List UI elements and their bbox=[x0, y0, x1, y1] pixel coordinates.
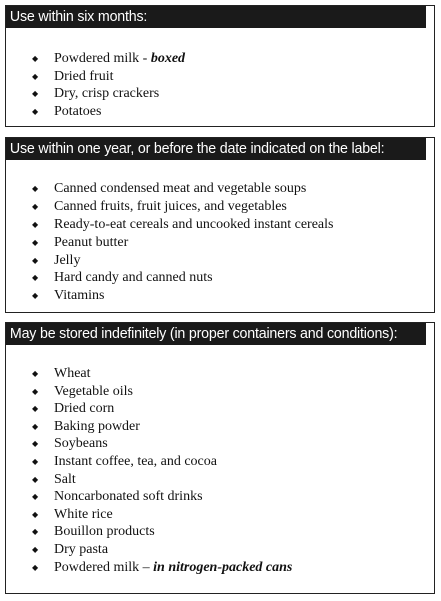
diamond-bullet-icon: ◆ bbox=[32, 237, 39, 247]
list-item bbox=[6, 85, 434, 103]
section-six-months bbox=[5, 5, 435, 127]
list-item bbox=[6, 287, 434, 305]
diamond-bullet-icon: ◆ bbox=[32, 456, 39, 466]
item-text: Bouillon products bbox=[54, 524, 155, 540]
diamond-bullet-icon: ◆ bbox=[32, 89, 39, 99]
item-text: White rice bbox=[54, 506, 113, 522]
section-one-year bbox=[5, 137, 435, 313]
diamond-bullet-icon: ◆ bbox=[32, 273, 39, 283]
item-text: Powdered milk - bbox=[54, 51, 151, 66]
item-text: Dried corn bbox=[54, 401, 115, 417]
item-text: Ready-to-eat cereals and uncooked instant cereals bbox=[54, 216, 334, 232]
diamond-bullet-icon: ◆ bbox=[32, 492, 39, 502]
diamond-bullet-icon: ◆ bbox=[32, 54, 39, 63]
list-item bbox=[6, 506, 434, 524]
diamond-bullet-icon: ◆ bbox=[32, 527, 39, 537]
list-item bbox=[6, 559, 434, 577]
item-text: Baking powder bbox=[54, 418, 140, 434]
diamond-bullet-icon: ◆ bbox=[32, 439, 39, 449]
diamond-bullet-icon: ◆ bbox=[32, 421, 39, 431]
item-text: Peanut butter bbox=[54, 234, 129, 250]
diamond-bullet-icon: ◆ bbox=[32, 404, 39, 414]
list-item bbox=[6, 435, 434, 453]
item-list bbox=[6, 345, 434, 576]
item-text: Noncarbonated soft drinks bbox=[54, 489, 203, 505]
item-text: Dried fruit bbox=[54, 68, 114, 84]
item-text: Canned condensed meat and vegetable soups bbox=[54, 181, 307, 196]
item-text: Canned fruits, fruit juices, and vegetables bbox=[54, 198, 287, 214]
item-text: Salt bbox=[54, 471, 76, 487]
diamond-bullet-icon: ◆ bbox=[32, 219, 39, 229]
list-item bbox=[6, 471, 434, 489]
diamond-bullet-icon: ◆ bbox=[32, 369, 39, 378]
diamond-bullet-icon: ◆ bbox=[32, 474, 39, 484]
item-text: Potatoes bbox=[54, 103, 102, 119]
section-heading: Use within six months: bbox=[6, 6, 426, 28]
item-list bbox=[6, 28, 434, 120]
diamond-bullet-icon: ◆ bbox=[32, 201, 39, 211]
list-item bbox=[6, 252, 434, 270]
list-item bbox=[6, 269, 434, 287]
list-item bbox=[6, 234, 434, 252]
item-text: Wheat bbox=[54, 366, 91, 381]
list-item bbox=[6, 103, 434, 121]
section-heading: Use within one year, or before the date indicated on the label: bbox=[6, 138, 426, 160]
diamond-bullet-icon: ◆ bbox=[32, 562, 39, 572]
list-item bbox=[6, 50, 434, 68]
item-text: Dry pasta bbox=[54, 541, 109, 557]
diamond-bullet-icon: ◆ bbox=[32, 255, 39, 265]
diamond-bullet-icon: ◆ bbox=[32, 291, 39, 301]
item-emphasis: boxed bbox=[150, 51, 186, 66]
item-text: Vegetable oils bbox=[54, 383, 133, 399]
list-item bbox=[6, 418, 434, 436]
section-heading: May be stored indefinitely (in proper containers and conditions): bbox=[6, 323, 426, 345]
item-text: Powdered milk – bbox=[54, 559, 154, 575]
item-text: Hard candy and canned nuts bbox=[54, 270, 213, 286]
list-item bbox=[6, 453, 434, 471]
item-text: Instant coffee, tea, and cocoa bbox=[54, 453, 217, 469]
item-text: Vitamins bbox=[54, 288, 105, 304]
item-text: Jelly bbox=[54, 252, 81, 268]
section-indefinitely bbox=[5, 322, 435, 594]
list-item bbox=[6, 541, 434, 559]
list-item bbox=[6, 365, 434, 383]
diamond-bullet-icon: ◆ bbox=[32, 509, 39, 519]
diamond-bullet-icon: ◆ bbox=[32, 184, 39, 193]
item-emphasis: in nitrogen-packed cans bbox=[153, 559, 293, 575]
list-item bbox=[6, 216, 434, 234]
list-item bbox=[6, 198, 434, 216]
diamond-bullet-icon: ◆ bbox=[32, 386, 39, 396]
list-item bbox=[6, 180, 434, 198]
list-item bbox=[6, 488, 434, 506]
diamond-bullet-icon: ◆ bbox=[32, 71, 39, 81]
list-item bbox=[6, 68, 434, 86]
list-item bbox=[6, 383, 434, 401]
item-text: Soybeans bbox=[54, 436, 108, 452]
item-list bbox=[6, 160, 434, 305]
diamond-bullet-icon: ◆ bbox=[32, 544, 39, 554]
diamond-bullet-icon: ◆ bbox=[32, 106, 39, 116]
item-text: Dry, crisp crackers bbox=[54, 86, 160, 102]
list-item bbox=[6, 400, 434, 418]
list-item bbox=[6, 523, 434, 541]
